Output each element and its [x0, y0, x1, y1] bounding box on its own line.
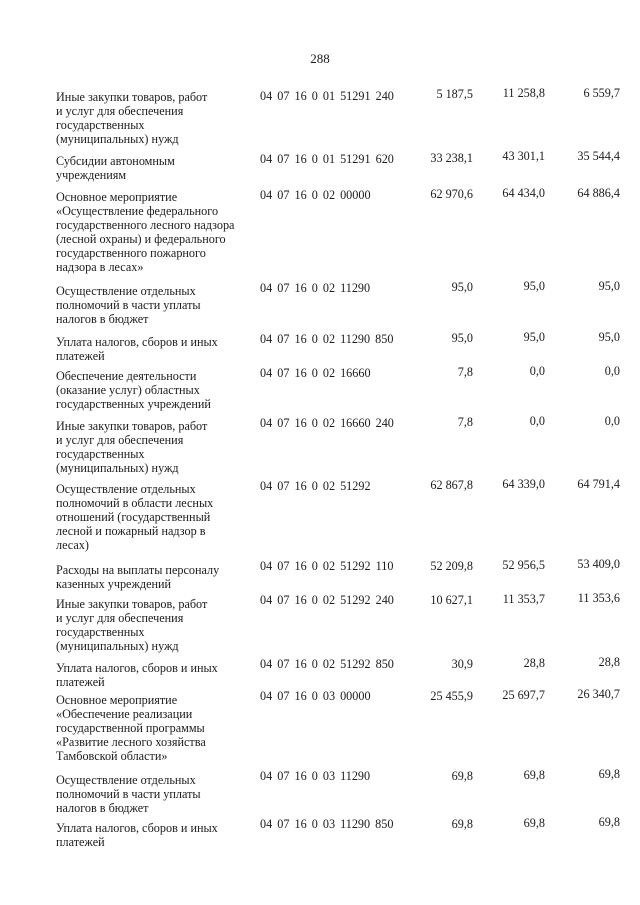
row-name: Субсидии автономным учреждениям	[56, 154, 175, 182]
row-value-2: 0,0	[529, 364, 545, 378]
row-name: Расходы на выплаты персоналу казенных учреждений	[56, 563, 220, 591]
row-name: Осуществление отдельных полномочий в части уплаты налогов в бюджет	[56, 284, 201, 326]
row-name: Иные закупки товаров, работ и услуг для обеспечения государственных (муниципальных) нужд	[56, 419, 208, 475]
row-code: 04 07 16 0 02 11290 850	[260, 332, 394, 346]
row-value-1: 69,8	[451, 769, 473, 783]
row-value-1: 69,8	[451, 817, 473, 831]
row-code: 04 07 16 0 02 11290	[260, 281, 371, 295]
row-value-3: 11 353,6	[577, 591, 620, 605]
row-value-1: 62 970,6	[430, 187, 473, 201]
row-value-1: 7,8	[457, 365, 473, 379]
row-code: 04 07 16 0 02 00000	[260, 188, 371, 202]
row-value-2: 69,8	[523, 816, 545, 830]
row-code: 04 07 16 0 01 51291 620	[260, 152, 394, 166]
row-value-3: 6 559,7	[583, 86, 620, 100]
row-code: 04 07 16 0 02 51292 110	[260, 559, 394, 573]
row-name: Уплата налогов, сборов и иных платежей	[56, 661, 218, 689]
row-code: 04 07 16 0 03 11290 850	[260, 817, 394, 831]
row-name: Уплата налогов, сборов и иных платежей	[56, 821, 218, 849]
row-value-3: 35 544,4	[577, 149, 620, 163]
row-value-1: 62 867,8	[430, 478, 473, 492]
row-value-1: 30,9	[451, 657, 473, 671]
row-code: 04 07 16 0 03 11290	[260, 769, 371, 783]
row-value-2: 43 301,1	[502, 149, 545, 163]
row-value-3: 64 886,4	[577, 186, 620, 200]
row-value-2: 95,0	[523, 330, 545, 344]
row-value-3: 69,8	[598, 815, 620, 829]
row-name: Осуществление отдельных полномочий в области лесных отношений (государственный лесной и пожарный надзор в лесах)	[56, 482, 214, 552]
row-code: 04 07 16 0 02 51292 240	[260, 593, 394, 607]
row-value-2: 95,0	[523, 279, 545, 293]
row-name: Обеспечение деятельности (оказание услуг) областных государственных учреждений	[56, 369, 211, 411]
row-name: Основное мероприятие «Обеспечение реализации государственной программы «Развитие лесного хозяйства Тамбовской области»	[56, 693, 206, 763]
row-code: 04 07 16 0 02 51292 850	[260, 657, 394, 671]
row-value-3: 95,0	[598, 330, 620, 344]
row-code: 04 07 16 0 03 00000	[260, 689, 371, 703]
row-value-1: 95,0	[451, 331, 473, 345]
row-value-1: 10 627,1	[430, 593, 473, 607]
row-value-2: 28,8	[523, 656, 545, 670]
row-name: Иные закупки товаров, работ и услуг для обеспечения государственных (муниципальных) нужд	[56, 90, 208, 146]
row-code: 04 07 16 0 01 51291 240	[260, 89, 394, 103]
row-value-3: 0,0	[604, 364, 620, 378]
row-value-1: 52 209,8	[430, 559, 473, 573]
row-value-2: 64 339,0	[502, 477, 545, 491]
row-value-2: 64 434,0	[502, 186, 545, 200]
row-value-3: 69,8	[598, 767, 620, 781]
row-value-2: 11 258,8	[502, 86, 545, 100]
page-number: 288	[310, 51, 330, 66]
row-name: Уплата налогов, сборов и иных платежей	[56, 335, 218, 363]
row-name: Основное мероприятие «Осуществление федерального государственного лесного надзора (лесной охраны) и федерального государственного пожарного надзора в лесах»	[56, 190, 235, 274]
row-value-2: 11 353,7	[502, 592, 545, 606]
row-value-3: 95,0	[598, 279, 620, 293]
row-value-1: 25 455,9	[430, 689, 473, 703]
row-value-2: 25 697,7	[502, 688, 545, 702]
row-value-3: 26 340,7	[577, 687, 620, 701]
row-code: 04 07 16 0 02 16660	[260, 366, 371, 380]
row-value-1: 7,8	[457, 415, 473, 429]
row-value-2: 69,8	[523, 768, 545, 782]
row-value-1: 95,0	[451, 280, 473, 294]
row-value-2: 0,0	[529, 414, 545, 428]
row-value-3: 28,8	[598, 655, 620, 669]
row-name: Иные закупки товаров, работ и услуг для обеспечения государственных (муниципальных) нужд	[56, 597, 208, 653]
row-code: 04 07 16 0 02 16660 240	[260, 416, 394, 430]
row-value-3: 53 409,0	[577, 557, 620, 571]
row-value-2: 52 956,5	[502, 558, 545, 572]
row-code: 04 07 16 0 02 51292	[260, 479, 371, 493]
row-value-1: 5 187,5	[436, 87, 473, 101]
row-value-1: 33 238,1	[430, 151, 473, 165]
row-value-3: 0,0	[604, 414, 620, 428]
row-value-3: 64 791,4	[577, 477, 620, 491]
row-name: Осуществление отдельных полномочий в части уплаты налогов в бюджет	[56, 773, 201, 815]
